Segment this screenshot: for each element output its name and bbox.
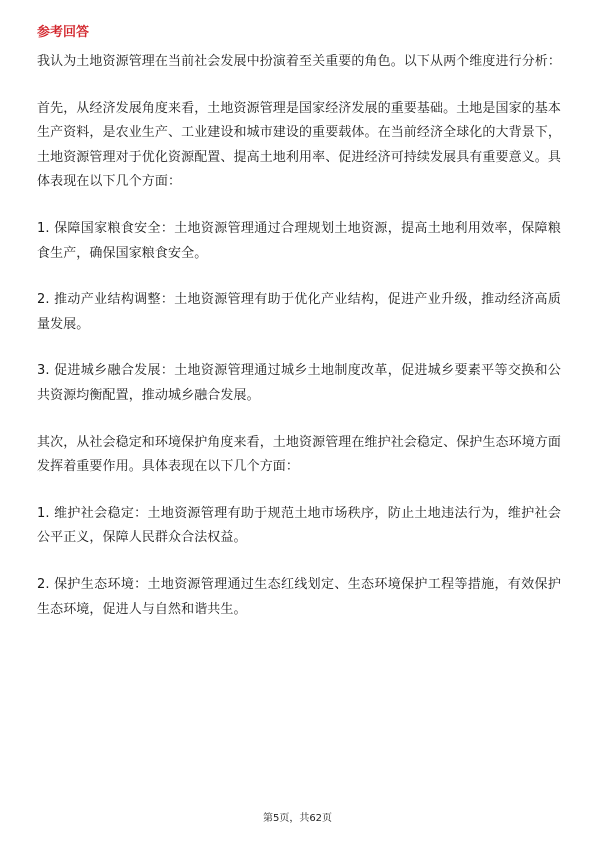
paragraph-point-social-stability: 1. 维护社会稳定：土地资源管理有助于规范土地市场秩序，防止土地违法行为，维护社会公平正义，保障人民群众合法权益。 [37,505,561,546]
paragraph-point-ecology: 2. 保护生态环境：土地资源管理通过生态红线划定、生态环境保护工程等措施，有效保护生态环境，促进人与自然和谐共生。 [37,576,561,617]
paragraph-point-food-security: 1. 保障国家粮食安全：土地资源管理通过合理规划土地资源，提高土地利用效率，保障粮食生产，确保国家粮食安全。 [37,220,561,261]
answer-body [37,50,561,644]
page-number: 第5页，共62页 [262,813,333,824]
paragraph-intro: 我认为土地资源管理在当前社会发展中扮演着至关重要的角色。以下从两个维度进行分析： [37,54,562,69]
paragraph-point-industry: 2. 推动产业结构调整：土地资源管理有助于优化产业结构，促进产业升级，推动经济高质量发展。 [37,292,561,332]
paragraph-social-environment: 其次，从社会稳定和环境保护角度来看，土地资源管理在维护社会稳定、保护生态环境方面发挥着重要作用。具体表现在以下几个方面： [37,434,562,475]
paragraph-point-urban-rural: 3. 促进城乡融合发展：土地资源管理通过城乡土地制度改革，促进城乡要素平等交换和公共资源均衡配置，推动城乡融合发展。 [37,363,561,403]
paragraph-economic: 首先，从经济发展角度来看，土地资源管理是国家经济发展的重要基础。土地是国家的基本生产资料，是农业生产、工业建设和城市建设的重要载体。在当前经济全球化的大背景下，土地资源管理对于优化资源配置、提高土地利用率、促进经济可持续发展具有重要意义。具体表现在以下几个方面： [37,100,562,190]
section-heading: 参考回答 [37,25,90,40]
